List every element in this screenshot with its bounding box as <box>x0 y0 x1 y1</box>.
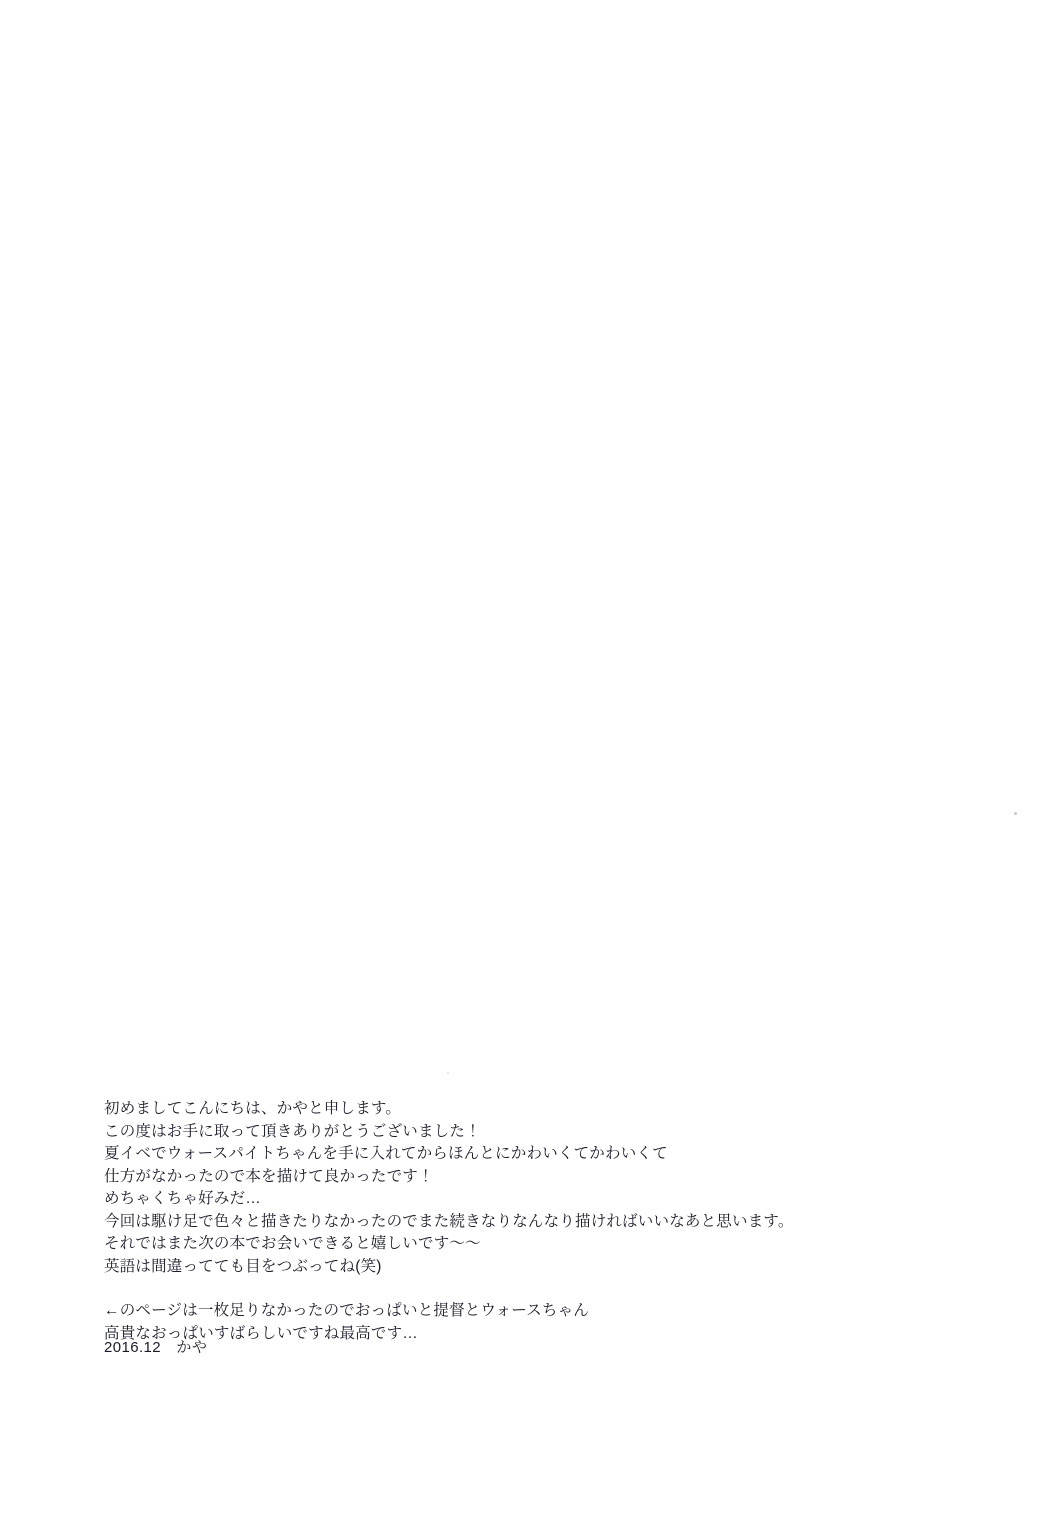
afterword-line: それではまた次の本でお会いできると嬉しいです〜〜 <box>104 1235 481 1252</box>
afterword-line: 仕方がなかったので本を描けて良かったです！ <box>104 1167 434 1185</box>
afterword-line: 英語は間違ってても目をつぶってね(笑) <box>104 1257 382 1275</box>
afterword-line: 高貴なおっぱいすばらしいですね最高です… <box>104 1324 419 1342</box>
paragraph-spacer <box>104 1278 964 1300</box>
afterword-line: 初めましてこんにちは、かやと申します。 <box>104 1100 402 1117</box>
print-speck-icon <box>1014 812 1017 815</box>
afterword-line: ←のページは一枚足りなかったのでおっぱいと提督とウォースちゃん <box>104 1302 589 1319</box>
afterword-text-block <box>104 1098 964 1345</box>
afterword-line: めちゃくちゃ好みだ… <box>104 1190 262 1207</box>
afterword-line: この度はお手に取って頂きありがとうございました！ <box>104 1122 481 1140</box>
afterword-line: 今回は駆け足で色々と描きたりなかったのでまた続きなりなんなり描ければいいなあと思います。 <box>104 1212 794 1230</box>
afterword-line: 夏イベでウォースパイトちゃんを手に入れてからほんとにかわいくてかわいくて <box>104 1145 668 1162</box>
print-speck-icon <box>447 1072 449 1074</box>
author-signature: 2016.12 かや <box>104 1339 208 1356</box>
